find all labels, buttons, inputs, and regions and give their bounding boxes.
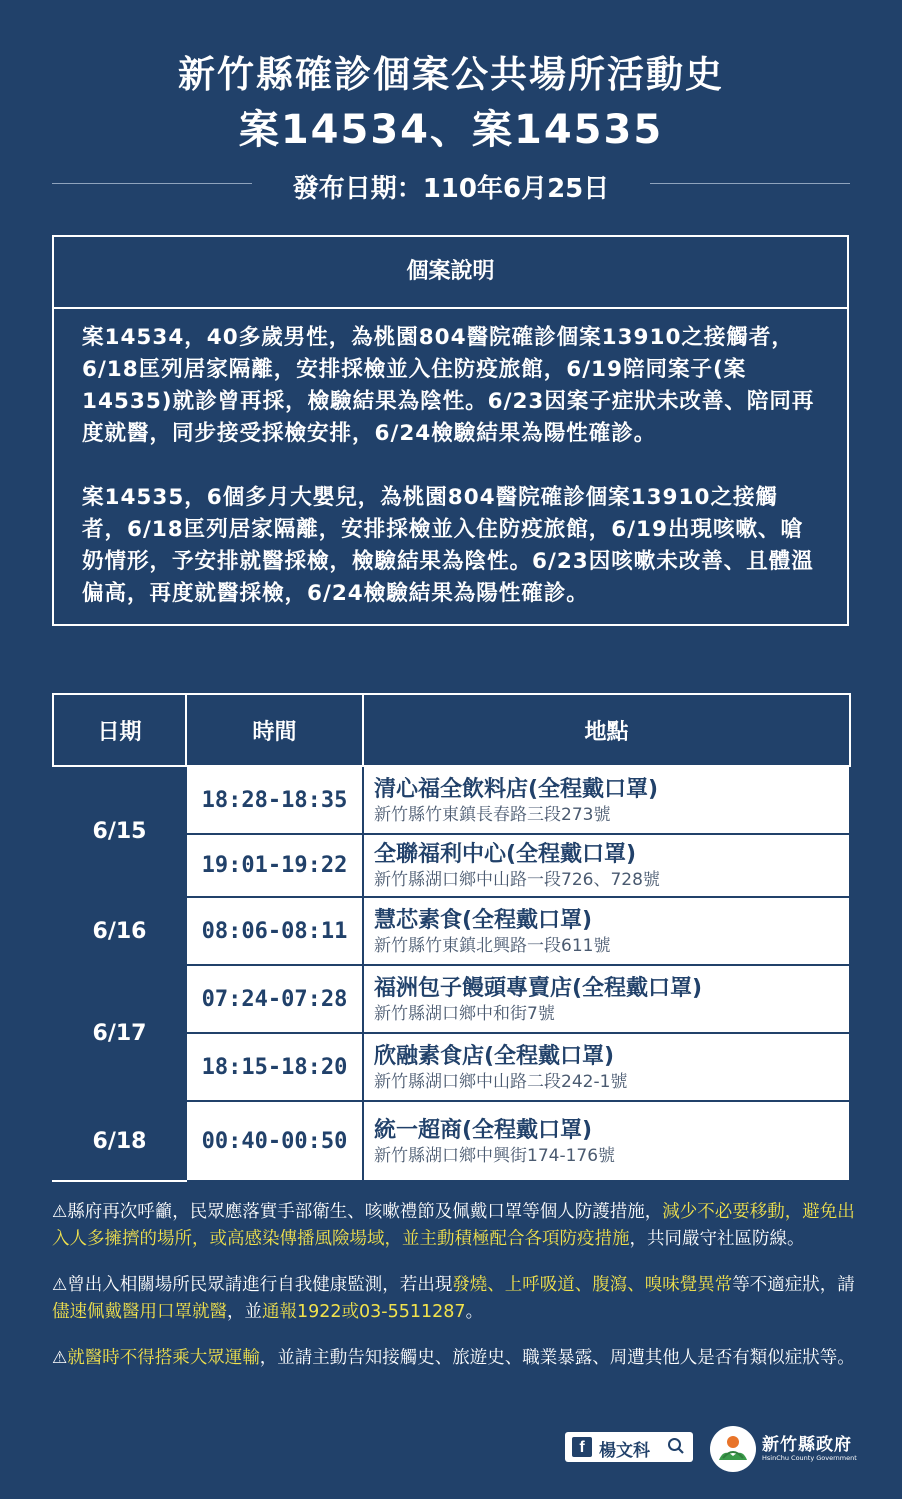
table-header-row	[53, 694, 850, 766]
place-name: 慧芯素食(全程戴口罩)	[374, 907, 593, 933]
place-cell	[363, 897, 850, 965]
county-name-english: HsinChu County Government	[762, 1454, 857, 1462]
table-row	[53, 965, 850, 1033]
place-cell	[363, 834, 850, 897]
date-cell: 6/15	[53, 766, 186, 897]
notice-text: 縣府再次呼籲，民眾應落實手部衛生、咳嗽禮節及佩戴口罩等個人防護措施，	[67, 1202, 663, 1222]
date-cell: 6/16	[53, 897, 186, 965]
release-date: 發布日期：110年6月25日	[292, 174, 610, 204]
case-numbers-title: 案14534、案14535	[238, 107, 664, 153]
notice-highlight: 就醫時不得搭乘大眾運輸	[67, 1348, 260, 1368]
warning-icon: ⚠	[52, 1275, 68, 1295]
place-cell	[363, 965, 850, 1033]
notices	[52, 1199, 862, 1391]
time-cell: 00:40-00:50	[186, 1101, 363, 1181]
notice-highlight: 儘速佩戴醫用口罩就醫	[52, 1302, 227, 1322]
header-date: 日期	[53, 694, 186, 766]
search-icon	[667, 1437, 685, 1460]
release-date-row	[52, 166, 850, 202]
place-name: 全聯福利中心(全程戴口罩)	[374, 842, 637, 867]
time-cell: 19:01-19:22	[186, 834, 363, 897]
place-name: 清心福全飲料店(全程戴口罩)	[374, 776, 659, 802]
case-14534-description: 案14534，40多歲男性，為桃園804醫院確診個案13910之接觸者，6/18匡列居家隔離，安排採檢並入住防疫旅館，6/19陪同案子(案14535)就診曾再採，檢驗結果為陰性。6/23因案子症狀未改善、陪同再度就醫，同步接受採檢安排，6/24檢驗結果為陽性確診。	[82, 325, 815, 446]
notice-text: ，共同嚴守社區防線。	[629, 1229, 805, 1249]
time-cell: 18:15-18:20	[186, 1033, 363, 1101]
place-address: 新竹縣湖口鄉中山路一段726、728號	[374, 870, 660, 890]
page-title: 新竹縣確診個案公共場所活動史	[178, 53, 724, 96]
table-row	[53, 1101, 850, 1181]
time-cell: 08:06-08:11	[186, 897, 363, 965]
place-name: 欣融素食店(全程戴口罩)	[374, 1043, 615, 1069]
place-address: 新竹縣竹東鎮北興路一段611號	[374, 935, 611, 956]
notice-2	[52, 1272, 862, 1326]
header-time: 時間	[186, 694, 363, 766]
warning-icon: ⚠	[52, 1348, 68, 1368]
date-cell: 6/18	[53, 1101, 186, 1181]
place-cell	[363, 1033, 850, 1101]
case-description-box	[52, 235, 849, 626]
warning-icon: ⚠	[52, 1202, 68, 1222]
case-description-body	[54, 309, 847, 624]
notice-highlight: 減少不必要移動，避免出入人多擁擠的場所，或高感染傳播風險場域，並主動積極配合各項防疫措施	[52, 1202, 855, 1249]
place-cell	[363, 1101, 850, 1181]
county-government-logo	[710, 1424, 860, 1476]
notice-3	[52, 1345, 862, 1372]
facebook-search-badge[interactable]	[565, 1432, 693, 1462]
county-seal-icon	[710, 1426, 756, 1472]
table-row	[53, 897, 850, 965]
county-name: 新竹縣政府	[762, 1435, 852, 1455]
date-cell: 6/17	[53, 965, 186, 1101]
header-place: 地點	[363, 694, 850, 766]
notice-highlight: 發燒、上呼吸道、腹瀉、嗅味覺異常	[452, 1275, 733, 1295]
time-cell: 07:24-07:28	[186, 965, 363, 1033]
place-cell	[363, 766, 850, 834]
place-address: 新竹縣湖口鄉中興街174-176號	[374, 1145, 616, 1166]
place-address: 新竹縣竹東鎮長春路三段273號	[374, 804, 611, 825]
place-name: 福洲包子饅頭專賣店(全程戴口罩)	[374, 975, 703, 1001]
time-cell: 18:28-18:35	[186, 766, 363, 834]
activity-schedule-table	[52, 693, 851, 1182]
notice-text: ，並	[227, 1302, 262, 1322]
facebook-page-name: 楊文科	[599, 1441, 650, 1461]
notice-text: ，並請主動告知接觸史、旅遊史、職業暴露、周遭其他人是否有類似症狀等。	[259, 1348, 855, 1368]
facebook-icon: f	[572, 1437, 592, 1457]
notice-1	[52, 1199, 862, 1253]
notice-text: 曾出入相關場所民眾請進行自我健康監測，若出現	[67, 1275, 453, 1295]
notice-text: 。	[465, 1302, 484, 1322]
divider-right	[650, 183, 850, 184]
place-address: 新竹縣湖口鄉中和街7號	[374, 1003, 555, 1024]
case-14535-description: 案14535，6個多月大嬰兒，為桃園804醫院確診個案13910之接觸者，6/18匡列居家隔離，安排採檢並入住防疫旅館，6/19出現咳嗽、嗆奶情形，予安排就醫採檢，檢驗結果為陰性。6/23因咳嗽未改善、且體溫偏高，再度就醫採檢，6/24檢驗結果為陽性確診。	[82, 485, 814, 606]
notice-highlight: 通報1922或03-5511287	[262, 1302, 466, 1322]
notice-text: 等不適症狀，請	[732, 1275, 855, 1295]
table-row	[53, 766, 850, 834]
place-name: 統一超商(全程戴口罩)	[374, 1117, 593, 1143]
place-address: 新竹縣湖口鄉中山路二段242-1號	[374, 1071, 628, 1092]
case-description-heading: 個案說明	[54, 237, 847, 309]
